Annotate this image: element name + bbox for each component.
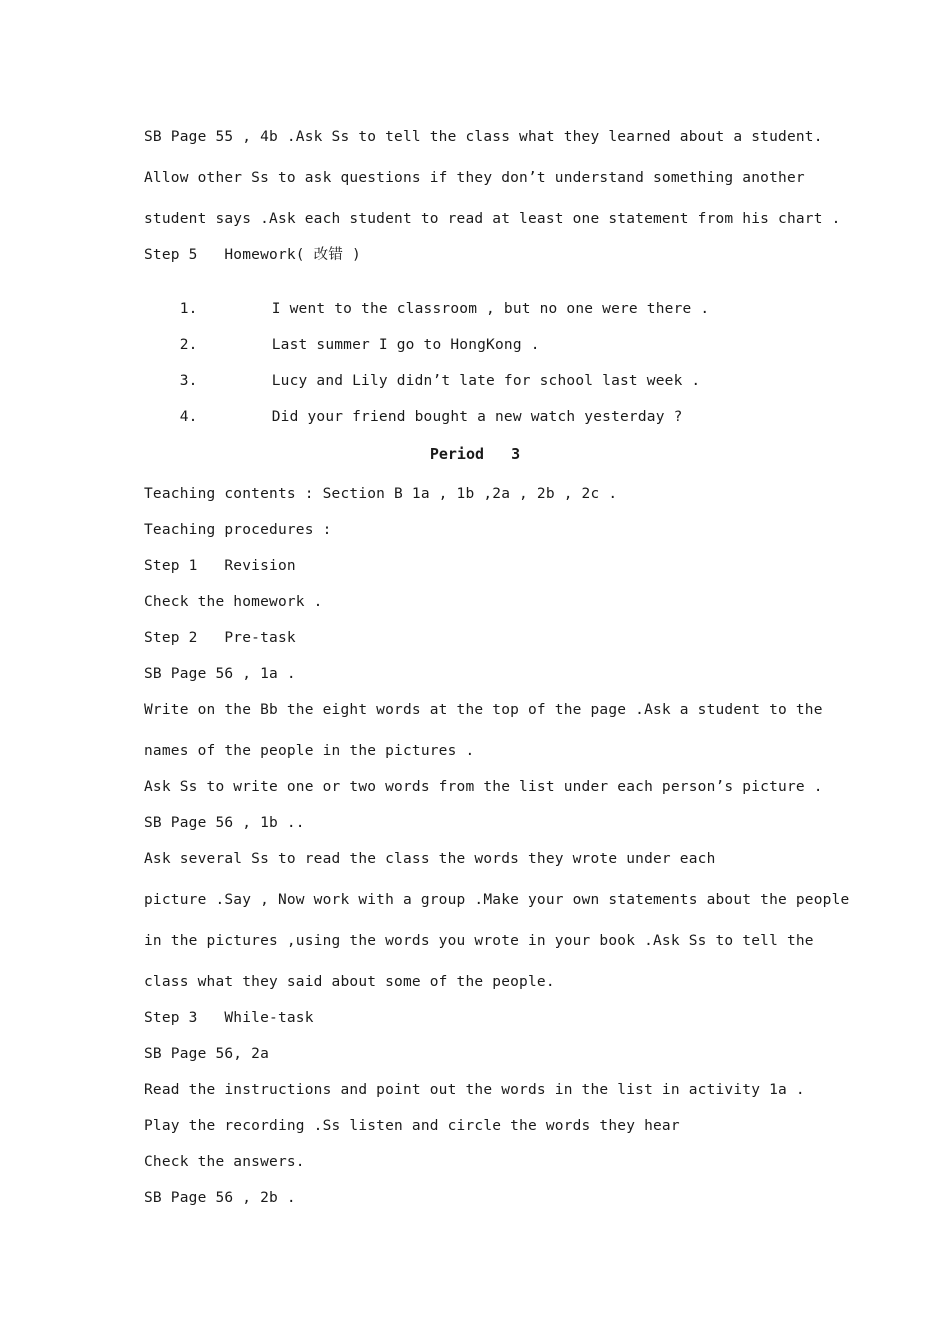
period-line: Ask several Ss to read the class the words they wrote under each [144,851,716,867]
homework-item-4 [144,390,683,444]
intro-line-3: student says .Ask each student to read at least one statement from his chart . [144,211,841,227]
period-line: Ask Ss to write one or two words from the list under each person’s picture . [144,779,823,795]
period-line: Check the homework . [144,594,323,610]
step5-title: Step 5 Homework( 改错 ) [144,247,361,263]
item-number: 2. [179,337,198,353]
period-line: Write on the Bb the eight words at the top of the page .Ask a student to the [144,702,823,718]
period-line: Read the instructions and point out the words in the list in activity 1a . [144,1082,805,1098]
period-line: names of the people in the pictures . [144,743,475,759]
item-number: 1. [179,301,198,317]
period-heading: Period 3 [429,445,521,463]
intro-line-2: Allow other Ss to ask questions if they don’t understand something another [144,170,805,186]
period-line: Check the answers. [144,1154,305,1170]
period-line: SB Page 56, 2a [144,1046,270,1062]
period-line: Step 1 Revision [144,558,296,574]
period-line: SB Page 56 , 1a . [144,666,296,682]
period-line: picture .Say , Now work with a group .Make your own statements about the people [144,892,850,908]
intro-line-1: SB Page 55 , 4b .Ask Ss to tell the class what they learned about a student. [144,129,823,145]
period-line: Teaching procedures : [144,522,332,538]
period-line: Play the recording .Ss listen and circle the words they hear [144,1118,680,1134]
item-text: I went to the classroom , but no one were there . [271,301,710,317]
period-line: Step 3 While-task [144,1010,314,1026]
period-line: SB Page 56 , 1b .. [144,815,305,831]
period-line: in the pictures ,using the words you wrote in your book .Ask Ss to tell the [144,933,814,949]
item-text: Last summer I go to HongKong . [271,337,540,353]
period-line: class what they said about some of the people. [144,974,555,990]
period-line: Step 2 Pre-task [144,630,296,646]
item-number: 4. [179,409,198,425]
item-text: Lucy and Lily didn’t late for school last week . [271,373,701,389]
period-line: SB Page 56 , 2b . [144,1190,296,1206]
item-number: 3. [179,373,198,389]
item-text: Did your friend bought a new watch yesterday ? [271,409,683,425]
period-line: Teaching contents : Section B 1a , 1b ,2a , 2b , 2c . [144,486,618,502]
